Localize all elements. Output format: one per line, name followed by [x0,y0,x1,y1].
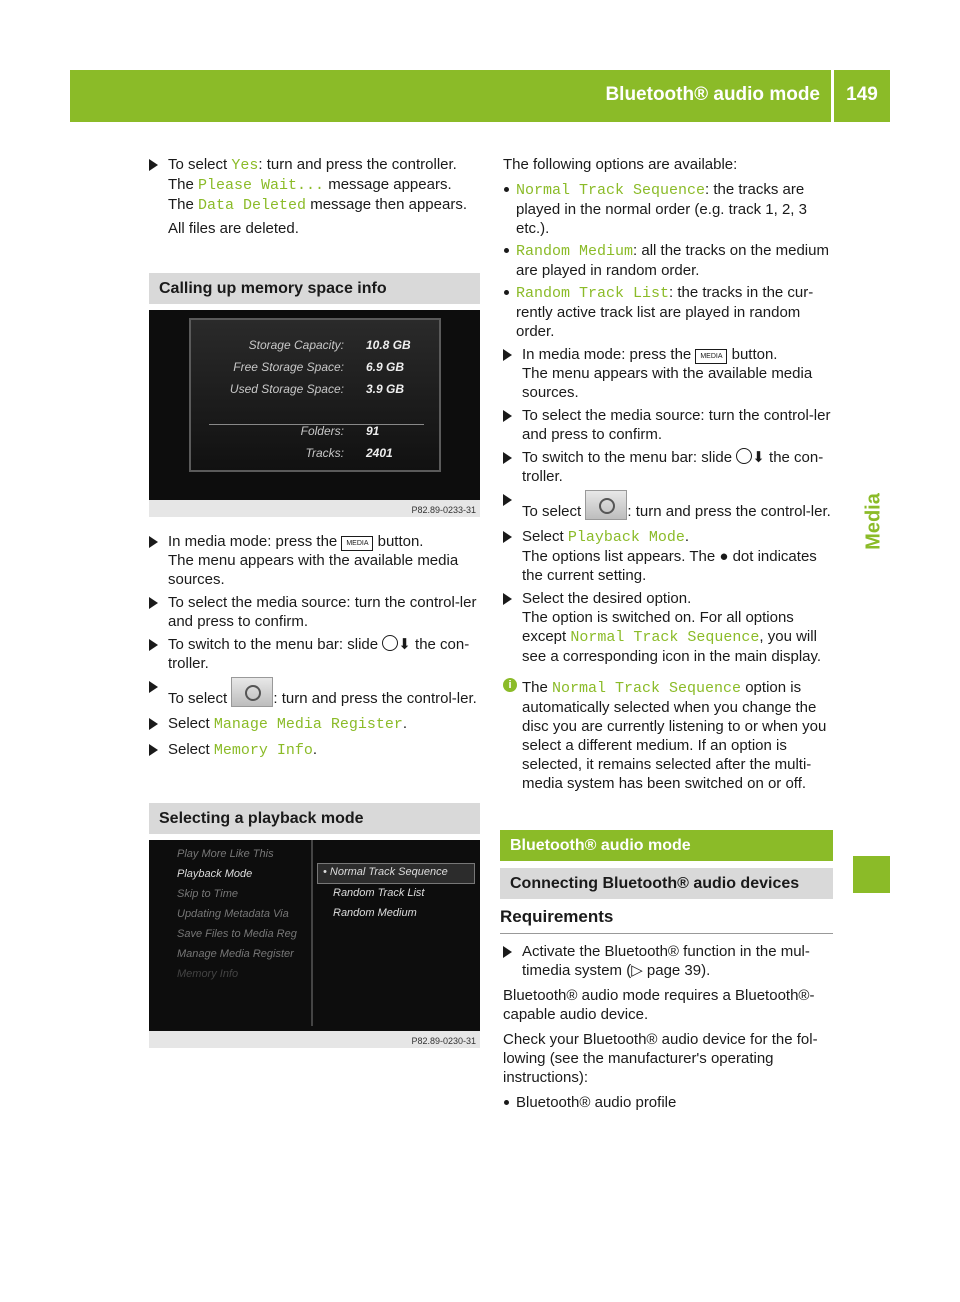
step-select-yes: To select Yes: turn and press the controller. The Please Wait... message appears. The Data Deleted message then appears. All files are deleted. [149,155,481,238]
step-arrow-icon [149,536,158,548]
step-arrow-icon [149,681,158,693]
keyword-data-deleted: Data Deleted [198,197,307,214]
step-arrow-icon [503,531,512,543]
options-intro: The following options are available: [503,156,738,173]
keyword-memory-info: Memory Info [213,742,313,759]
media-key-icon: MEDIA [695,349,727,364]
right-column [503,155,835,793]
image-code: P82.89-0230-31 [411,1036,476,1046]
info-note: i The Normal Track Sequence option is automatically selected when you change the disc you are currently listening to or when you select a different medium. If an option is selected, it remains selected after the multi-media system has been switched on or off. [503,678,835,793]
step-arrow-icon [503,452,512,464]
image-caption-bar [149,500,480,517]
option-random-track-list: Random Track List: the tracks in the cur-rently active track list are played in random order. [503,283,835,341]
keyword-manage-media-register: Manage Media Register [213,716,403,733]
page-number: 149 [846,84,878,105]
keyword-yes: Yes [231,157,259,174]
paragraph-check-device: Check your Bluetooth® audio device for the fol-lowing (see the manufacturer's operating instructions): [503,1031,818,1086]
bullet-dot [504,248,509,253]
bullet-dot [504,290,509,295]
info-icon: i [503,678,517,692]
media-settings-icon [585,490,627,520]
step-select-icon-2: To select : turn and press the control-ler. [503,490,835,521]
paragraph-device-required: Bluetooth® audio mode requires a Bluetooth®-capable audio device. [503,987,815,1023]
step-media-mode-2: In media mode: press the MEDIA button. The menu appears with the available media sources. [503,345,835,402]
keyword-please-wait: Please Wait... [198,177,325,194]
step-select-option: Select the desired option. The option is switched on. For all options except Normal Track Sequence, you will see a corresponding icon in the main display. [503,589,835,666]
step-select-source-2: To select the media source: turn the control-ler and press to confirm. [503,406,835,444]
controller-slide-icon [382,635,398,651]
step-arrow-icon [149,718,158,730]
section-title-playback-mode: Selecting a playback mode [149,803,480,834]
step-arrow-icon [149,159,158,171]
step-arrow-icon [503,349,512,361]
media-key-icon: MEDIA [341,536,373,551]
image-code: P82.89-0233-31 [411,505,476,515]
step-arrow-icon [503,410,512,422]
step-arrow-icon [503,593,512,605]
step-arrow-icon [503,494,512,506]
step-menu-bar: To switch to the menu bar: slide ⬇ the con-troller. [149,635,481,673]
controller-slide-icon [736,448,752,464]
bullet-dot [504,1100,509,1105]
option-random-medium: Random Medium: all the tracks on the medium are played in random order. [503,241,835,280]
step-arrow-icon [149,744,158,756]
section-title-memory-info: Calling up memory space info [149,273,480,304]
side-tab-label: Media [862,493,885,550]
playback-submenu: • Normal Track Sequence Random Track List Random Medium [311,840,480,1026]
step-select-source: To select the media source: turn the control-ler and press to confirm. [149,593,481,631]
keyword-normal-track-sequence: Normal Track Sequence [570,629,760,646]
page-header-title: Bluetooth® audio mode [605,84,820,105]
step-arrow-icon [503,946,512,958]
requirements-heading: Requirements [500,907,833,934]
step-arrow-icon [149,597,158,609]
image-caption-bar [149,1031,480,1048]
section-title-bluetooth-audio: Bluetooth® audio mode [500,830,833,861]
memory-info-screenshot [149,310,480,517]
step-memory-info: Select Memory Info. [149,740,481,760]
option-normal-track-sequence: Normal Track Sequence: the tracks are played in the normal order (e.g. track 1, 2, 3 etc.). [503,180,835,238]
playback-mode-screenshot: Play More Like This Playback Mode Skip to Time Updating Metadata Via Save Files to Media Reg Manage Media Register Memory Info • Normal Track Sequence Random Track List Random Medium P82.89-0230-31 [149,840,480,1048]
step-media-mode: In media mode: press the MEDIA button. The menu appears with the available media sources. [149,532,481,589]
step-manage-media-register: Select Manage Media Register. [149,714,481,734]
step-menu-bar-2: To switch to the menu bar: slide ⬇ the con-troller. [503,448,835,486]
bullet-audio-profile: Bluetooth® audio profile [503,1093,835,1112]
step-playback-mode: Select Playback Mode. The options list appears. The ● dot indicates the current setting. [503,527,835,585]
step-select-icon: To select : turn and press the control-ler. [149,677,481,708]
step-arrow-icon [149,639,158,651]
side-tab-marker [853,856,890,893]
keyword-playback-mode: Playback Mode [567,529,685,546]
left-intro [149,155,481,238]
section-title-connecting-devices: Connecting Bluetooth® audio devices [500,868,833,899]
media-settings-icon [231,677,273,707]
header-separator [831,70,834,122]
step-activate-bluetooth: Activate the Bluetooth® function in the mul-timedia system (▷ page 39). [503,942,835,980]
left-steps [149,532,481,760]
bullet-dot [504,187,509,192]
memory-info-panel: Storage Capacity: 10.8 GB Free Storage Space: 6.9 GB Used Storage Space: 3.9 GB Folders: 91 Tracks: 2401 [189,318,441,472]
requirements-body [503,942,835,1112]
